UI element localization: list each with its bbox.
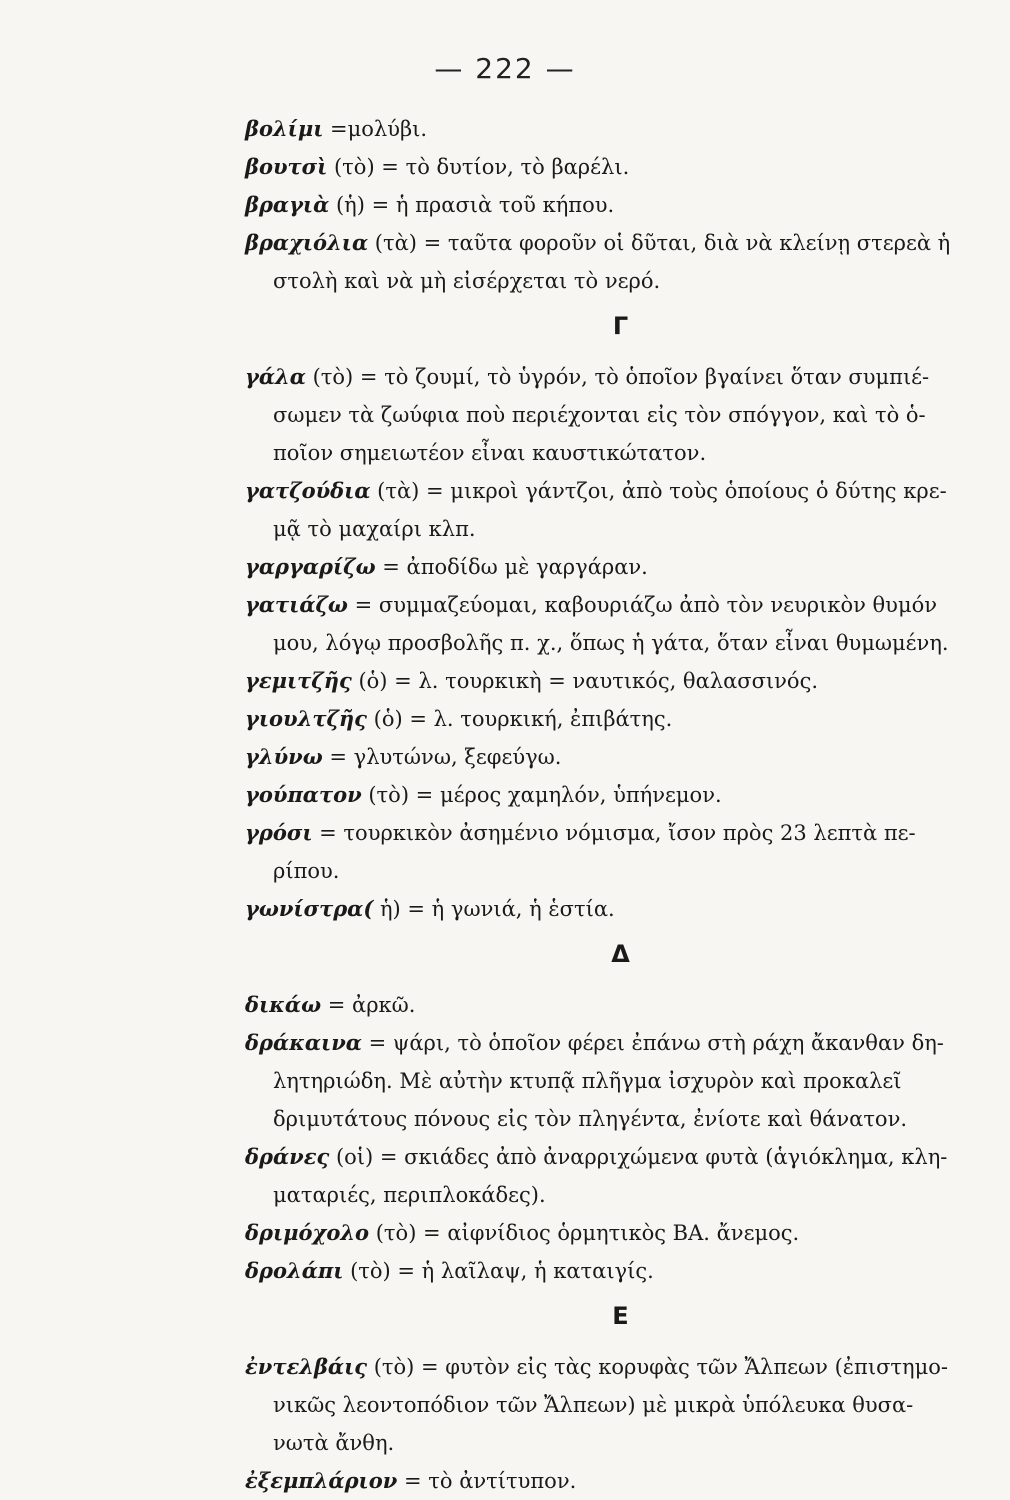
glossary-entry [245,358,1000,472]
entry-headword: γατιάζω [245,592,348,617]
glossary-entry [245,986,1000,1024]
glossary-section [245,110,1000,300]
glossary-section [245,1290,1000,1500]
entry-headword: γάλα [245,364,306,389]
entry-headword: ἐξεμπλάριον [245,1468,398,1493]
entry-headword: δικάω [245,992,322,1017]
entry-definition: (τὸ) = μέρος χαμηλόν, ὑπήνεμον. [361,783,722,807]
entry-definition-continuation: μᾷ τὸ μαχαίρι κλπ. [273,517,476,541]
glossary-entry [245,1214,1000,1252]
entry-definition: (τὸ) = φυτὸν εἰς τὰς κορυφὰς τῶν Ἄλπεων (ἐπιστημο- [367,1355,949,1379]
entry-definition: =μολύβι. [323,117,428,141]
section-letter-heading: Ε [612,1302,629,1330]
entry-definition: (ὁ) = λ. τουρκική, ἐπιβάτης. [366,707,673,731]
entry-headword: γωνίστρα( [245,896,374,921]
glossary-content [245,110,1000,1500]
entry-headword: βραχιόλια [245,230,369,255]
glossary-entry [245,224,1000,300]
entry-definition: (τὸ) = ἡ λαῖλαψ, ἡ καταιγίς. [343,1259,654,1283]
entry-definition-continuation: μου, λόγῳ προσβολῆς π. χ., ὅπως ἡ γάτα, ὅταν εἶναι θυμωμένη. [273,631,949,655]
entry-headword: γούπατον [245,782,362,807]
glossary-entry [245,186,1000,224]
glossary-section [245,300,1000,928]
entry-headword: γεμιτζῆς [245,668,352,693]
glossary-entry [245,1348,1000,1462]
entry-definition: (τὸ) = τὸ δυτίον, τὸ βαρέλι. [327,155,630,179]
entry-definition: = τουρκικὸν ἀσημένιο νόμισμα, ἴσον πρὸς 23 λεπτὰ πε- [312,821,916,845]
entry-definition: = ἀποδίδω μὲ γαργάραν. [375,555,648,579]
entry-definition-continuation: ματαριές, περιπλοκάδες). [273,1183,546,1207]
glossary-entry [245,586,1000,662]
entry-headword: ἐντελβάις [245,1354,368,1379]
glossary-entry [245,738,1000,776]
entry-definition: (τὸ) = τὸ ζουμί, τὸ ὑγρόν, τὸ ὁποῖον βγαίνει ὅταν συμπιέ- [305,365,930,389]
section-letter-heading: Γ [612,312,629,340]
entry-headword: βουτσὶ [245,154,328,179]
entry-headword: βραγιὰ [245,192,330,217]
entry-definition: (οἱ) = σκιάδες ἀπὸ ἀναρριχώμενα φυτὰ (ἁγιόκλημα, κλη- [329,1145,948,1169]
glossary-entry [245,662,1000,700]
entry-headword: γιουλτζῆς [245,706,367,731]
glossary-entry [245,1024,1000,1138]
entry-definition: = ψάρι, τὸ ὁποῖον φέρει ἐπάνω στὴ ράχη ἄκανθαν δη- [361,1031,944,1055]
glossary-entry [245,1252,1000,1290]
entry-definition-continuation: στολὴ καὶ νὰ μὴ εἰσέρχεται τὸ νερό. [273,269,661,293]
glossary-entry [245,548,1000,586]
entry-definition: = συμμαζεύομαι, καβουριάζω ἀπὸ τὸν νευρικὸν θυμόν [347,593,937,617]
glossary-entry [245,1462,1000,1500]
entry-headword: γαργαρίζω [245,554,376,579]
entry-definition-continuation: νικῶς λεοντοπόδιον τῶν Ἄλπεων) μὲ μικρὰ ὑπόλευκα θυσα- [273,1393,914,1417]
entry-headword: γρόσι [245,820,313,845]
section-letter-heading: Δ [611,940,630,968]
entry-headword: δρολάπι [245,1258,344,1283]
entry-definition: (ὁ) = λ. τουρκικὴ = ναυτικός, θαλασσινός. [351,669,819,693]
entry-definition-continuation: ποῖον σημειωτέον εἶναι καυστικώτατον. [273,441,707,465]
entry-definition: = ἀρκῶ. [321,993,416,1017]
entry-definition: (ἡ) = ἡ πρασιὰ τοῦ κήπου. [329,193,615,217]
entry-definition: (τὰ) = μικροὶ γάντζοι, ἀπὸ τοὺς ὁποίους ὁ δύτης κρε- [370,479,947,503]
entry-definition-continuation: λητηριώδη. Μὲ αὐτὴν κτυπᾷ πλῆγμα ἰσχυρὸν καὶ προκαλεῖ [273,1069,902,1093]
entry-definition: ἡ) = ἡ γωνιά, ἡ ἑστία. [373,897,615,921]
entry-definition: (τὸ) = αἰφνίδιος ὁρμητικὸς ΒΑ. ἄνεμος. [369,1221,800,1245]
entry-definition: = γλυτώνω, ξεφεύγω. [322,745,562,769]
glossary-entry [245,148,1000,186]
entry-definition-continuation: δριμυτάτους πόνους εἰς τὸν πληγέντα, ἐνίοτε καὶ θάνατον. [273,1107,908,1131]
entry-definition-continuation: νωτὰ ἄνθη. [273,1431,395,1455]
glossary-section [245,928,1000,1290]
entry-headword: γατζούδια [245,478,371,503]
glossary-entry [245,700,1000,738]
entry-headword: δράκαινα [245,1030,362,1055]
entry-definition-continuation: ρίπου. [273,859,340,883]
glossary-entry [245,890,1000,928]
glossary-entry [245,110,1000,148]
glossary-entry [245,472,1000,548]
page-number: — 222 — [434,52,576,85]
entry-headword: γλύνω [245,744,323,769]
entry-headword: δράνες [245,1144,330,1169]
entry-definition-continuation: σωμεν τὰ ζωύφια ποὺ περιέχονται εἰς τὸν σπόγγον, καὶ τὸ ὁ- [273,403,926,427]
glossary-entry [245,1138,1000,1214]
glossary-entry [245,776,1000,814]
entry-headword: βολίμι [245,116,324,141]
entry-definition: (τὰ) = ταῦτα φοροῦν οἱ δῦται, διὰ νὰ κλείνῃ στερεὰ ἡ [368,231,951,255]
glossary-entry [245,814,1000,890]
entry-headword: δριμόχολο [245,1220,370,1245]
entry-definition: = τὸ ἀντίτυπον. [397,1469,577,1493]
